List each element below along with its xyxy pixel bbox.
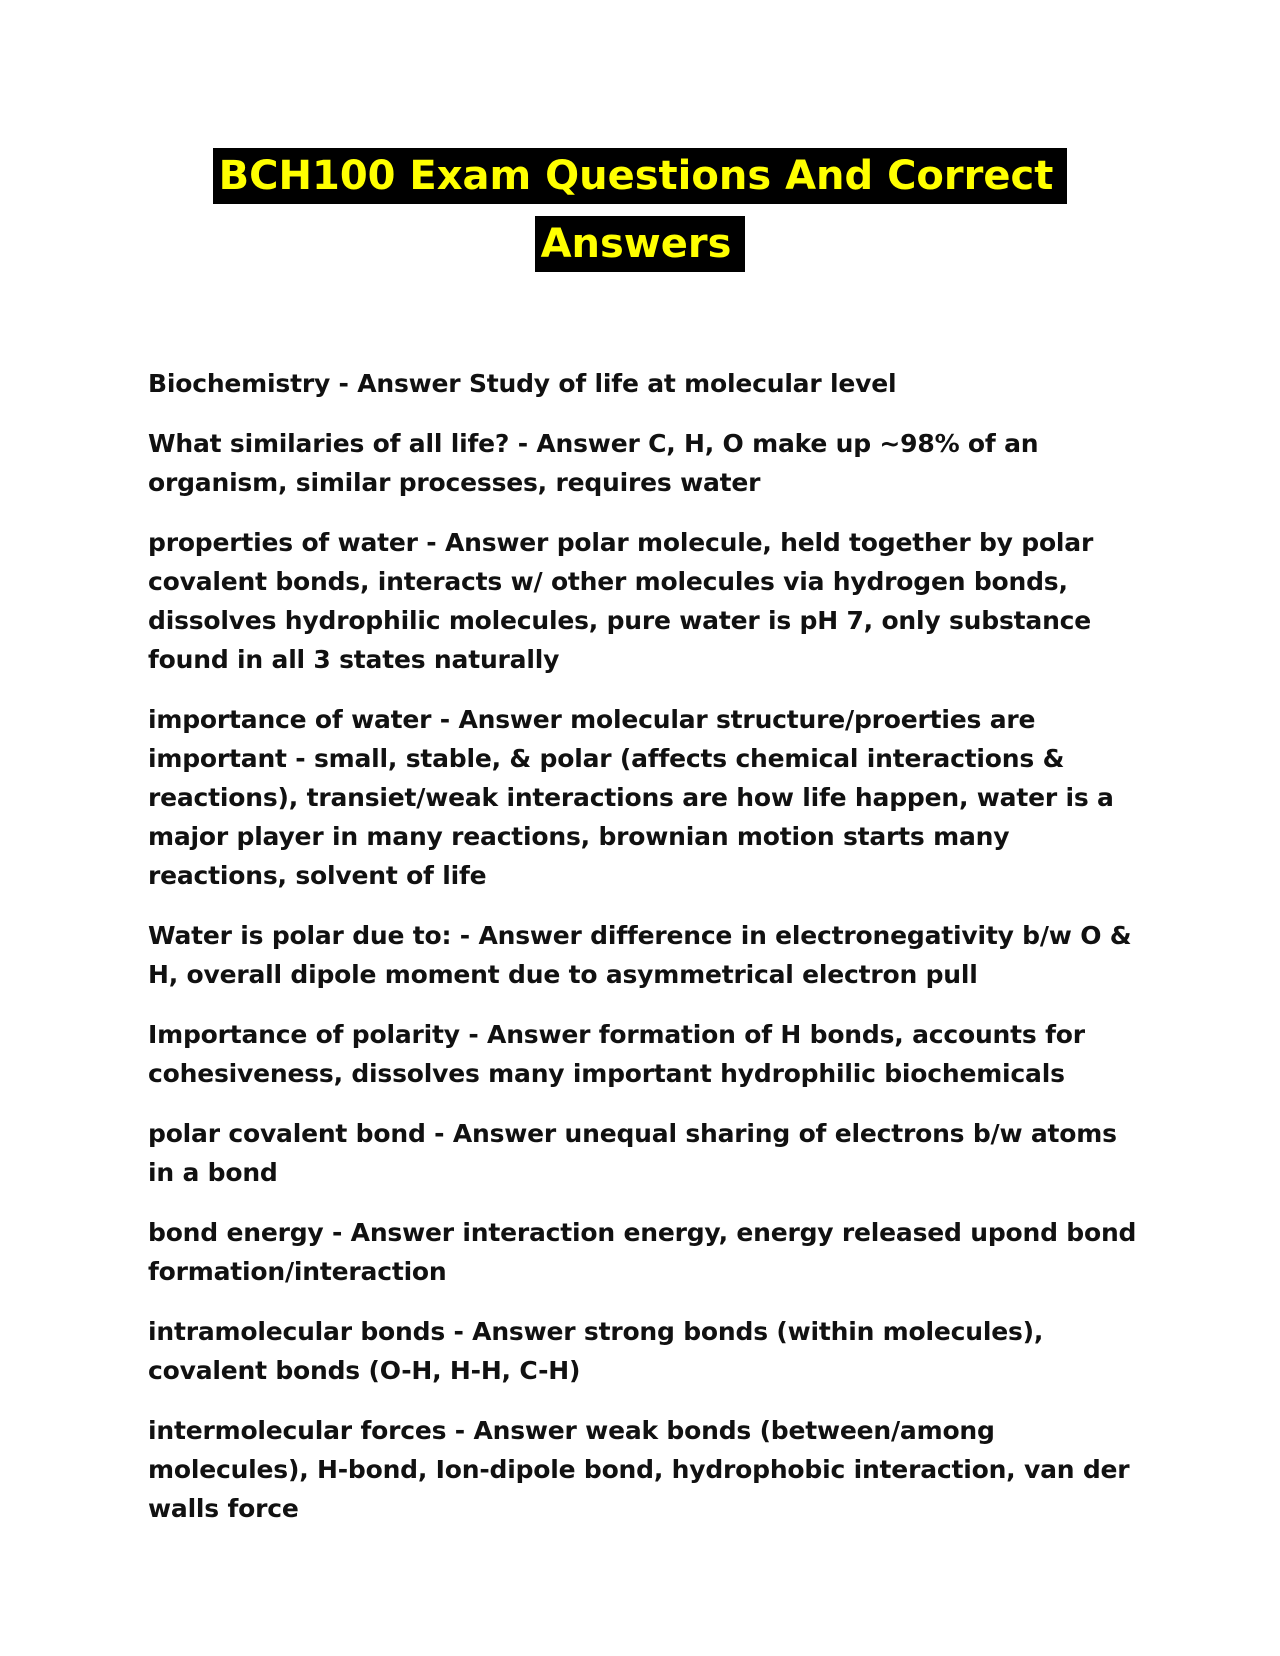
- qa-item: Biochemistry - Answer Study of life at molecular level: [148, 369, 897, 398]
- qa-item: polar covalent bond - Answer unequal sharing of electrons b/w atoms in a bond: [148, 1119, 1117, 1187]
- qa-list: [148, 364, 1148, 1549]
- qa-item: Water is polar due to: - Answer difference in electronegativity b/w O & H, overall dipole moment due to asymmetrical electron pull: [148, 921, 1132, 989]
- title-line-1: BCH100 Exam Questions And Correct: [213, 148, 1068, 204]
- document-title: [0, 148, 1280, 272]
- qa-item: Importance of polarity - Answer formation of H bonds, accounts for cohesiveness, dissolves many important hydrophilic biochemicals: [148, 1020, 1085, 1088]
- title-line-2: Answers: [535, 216, 746, 272]
- qa-item: intermolecular forces - Answer weak bonds (between/among molecules), H-bond, Ion-dipole bond, hydrophobic interaction, van der walls force: [148, 1416, 1130, 1523]
- qa-item: properties of water - Answer polar molecule, held together by polar covalent bonds, interacts w/ other molecules via hydrogen bonds, dissolves hydrophilic molecules, pure water is pH 7, only substance found in all 3 states naturally: [148, 528, 1094, 674]
- qa-item: bond energy - Answer interaction energy, energy released upond bond formation/interaction: [148, 1218, 1137, 1286]
- qa-item: importance of water - Answer molecular structure/proerties are important - small, stable, & polar (affects chemical interactions & reactions), transiet/weak interactions are how life happen, water is a major player in many reactions, brownian motion starts many reactions, solvent of life: [148, 705, 1114, 890]
- qa-item: What similaries of all life? - Answer C, H, O make up ~98% of an organism, similar processes, requires water: [148, 429, 1039, 497]
- qa-item: intramolecular bonds - Answer strong bonds (within molecules), covalent bonds (O-H, H-H, C-H): [148, 1317, 1044, 1385]
